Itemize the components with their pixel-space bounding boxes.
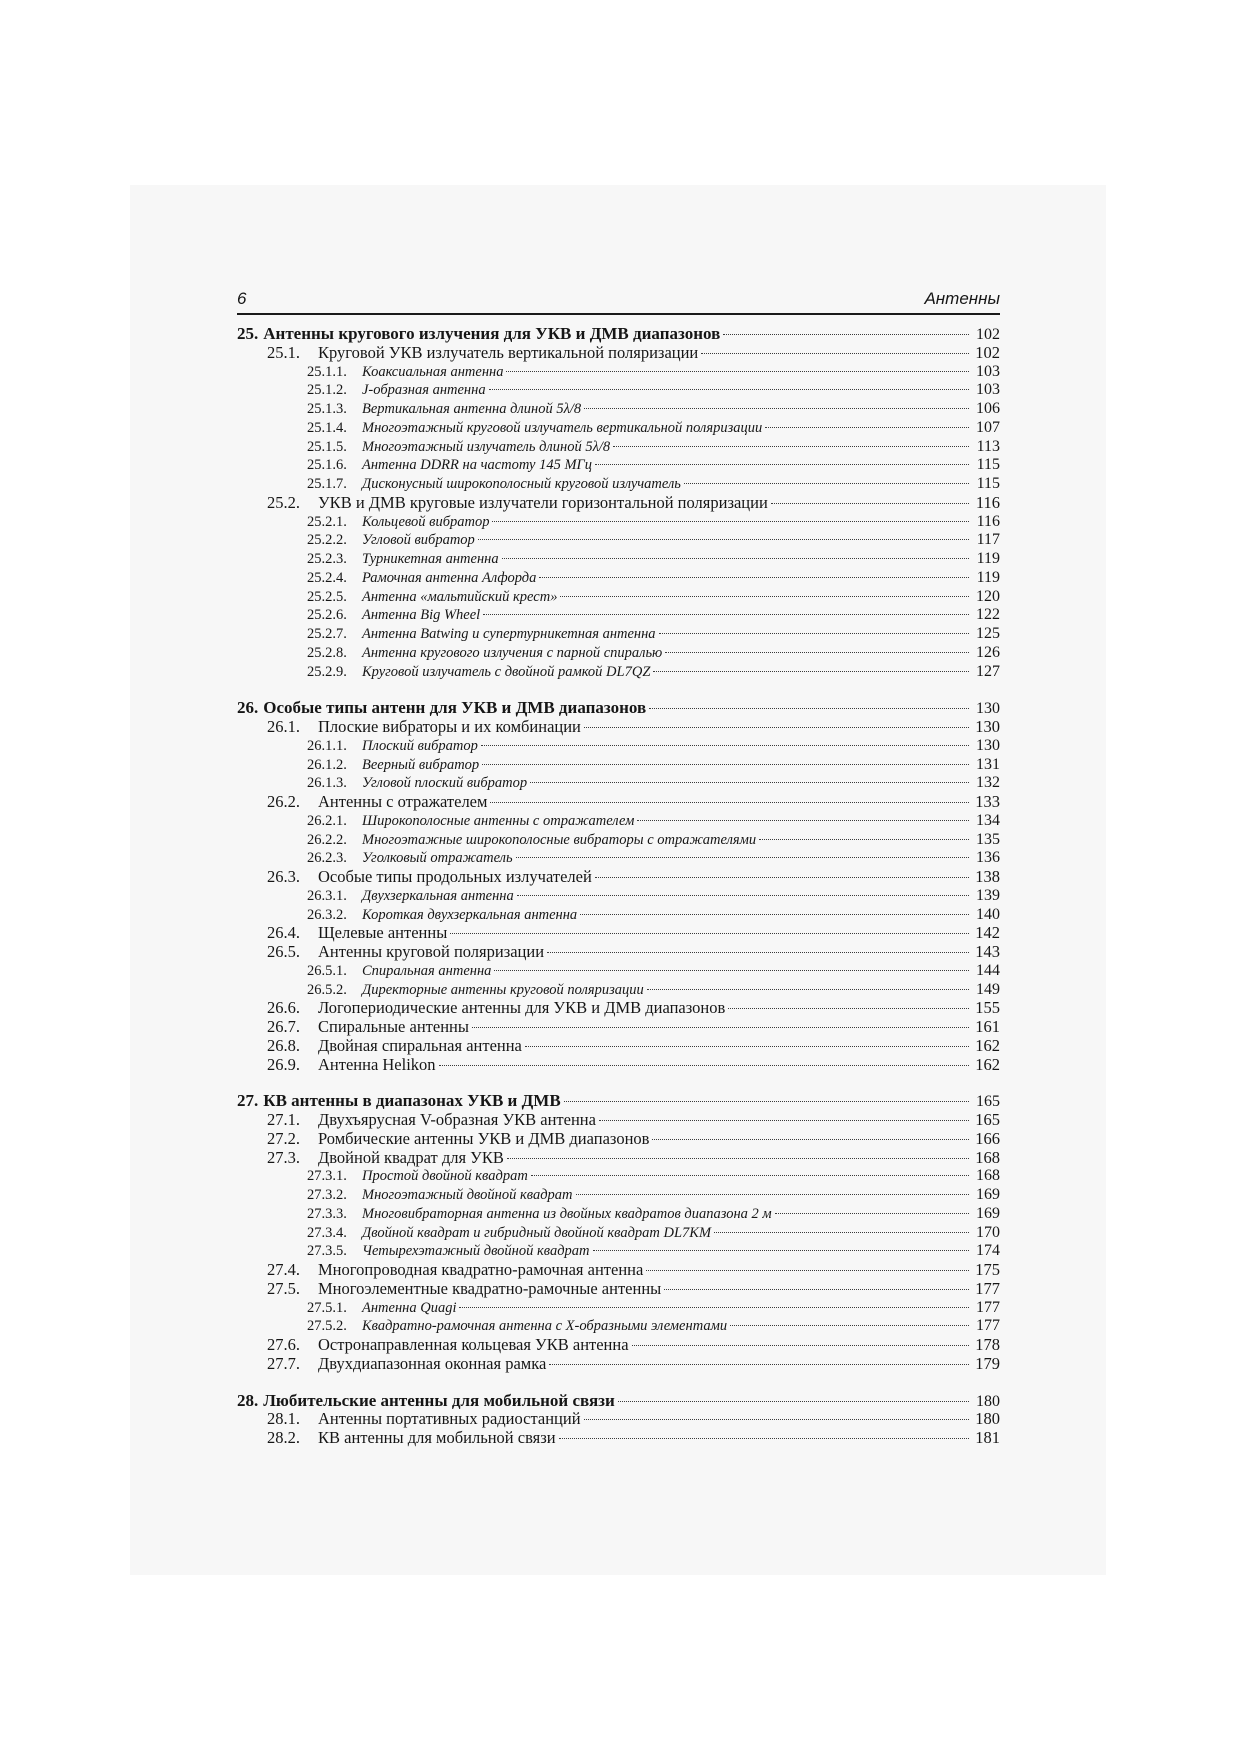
entry-title: Антенны портативных радиостанций xyxy=(318,1409,581,1429)
entry-number: 26.2.2. xyxy=(307,831,347,848)
entry-number: 25.1. xyxy=(267,342,300,362)
entry-page: 166 xyxy=(975,1128,1000,1148)
entry-title: Особые типы антенн для УКВ и ДМВ диапазонов xyxy=(263,698,647,718)
toc-section-entry[interactable] xyxy=(237,793,1000,812)
entry-title: Многоэтажные широкополосные вибраторы с отражателями xyxy=(362,831,757,848)
entry-title: Многоэлементные квадратно-рамочные антенны xyxy=(318,1278,662,1298)
entry-number: 25.2.3. xyxy=(307,551,347,567)
toc-section-entry[interactable] xyxy=(237,1355,1000,1374)
dot-leader xyxy=(637,820,969,821)
entry-page: 106 xyxy=(976,400,1000,417)
entry-title: Короткая двухзеркальная антенна xyxy=(362,906,578,923)
entry-title: Многоэтажный двойной квадрат xyxy=(362,1187,573,1203)
toc-subsection-entry[interactable] xyxy=(237,569,1000,588)
toc-subsection-entry[interactable] xyxy=(237,981,1000,1000)
entry-number: 25.2. xyxy=(267,492,300,512)
dot-leader xyxy=(664,1289,969,1290)
dot-leader xyxy=(765,427,969,428)
entry-title: Антенна кругового излучения с парной спиралью xyxy=(362,644,663,661)
toc-subsection-entry[interactable] xyxy=(237,756,1000,775)
entry-page: 139 xyxy=(976,886,1000,904)
dot-leader xyxy=(489,389,969,390)
entry-number: 25.2.1. xyxy=(307,513,347,530)
toc-subsection-entry[interactable] xyxy=(237,456,1000,475)
entry-number: 25.1.5. xyxy=(307,438,347,455)
entry-number: 26.3.2. xyxy=(307,906,347,923)
entry-page: 165 xyxy=(976,1093,1000,1111)
entry-title: Вертикальная антенна длиной 5λ/8 xyxy=(362,401,582,417)
toc-subsection-entry[interactable] xyxy=(237,962,1000,981)
entry-page: 162 xyxy=(975,1054,1000,1074)
dot-leader xyxy=(771,503,969,504)
entry-page: 130 xyxy=(976,700,1000,718)
entry-page: 177 xyxy=(975,1278,1000,1298)
entry-number: 28.1. xyxy=(267,1409,300,1429)
dot-leader xyxy=(531,1175,969,1176)
dot-leader xyxy=(665,652,969,653)
entry-title: Квадратно-рамочная антенна с Х-образными элементами xyxy=(362,1318,728,1335)
entry-number: 26.9. xyxy=(267,1054,300,1074)
entry-number: 27.5. xyxy=(267,1278,300,1298)
toc-subsection-entry[interactable] xyxy=(237,1186,1000,1205)
toc-section-entry[interactable] xyxy=(237,494,1000,513)
entry-number: 25.1.4. xyxy=(307,419,347,436)
entry-title: Ромбические антенны УКВ и ДМВ диапазонов xyxy=(318,1128,650,1148)
entry-page: 142 xyxy=(975,923,1000,943)
entry-number: 25.1.6. xyxy=(307,457,347,474)
toc-section-entry[interactable] xyxy=(237,718,1000,737)
toc-subsection-entry[interactable] xyxy=(237,774,1000,793)
toc-subsection-entry[interactable] xyxy=(237,513,1000,532)
entry-number: 26.1. xyxy=(267,717,300,736)
dot-leader xyxy=(647,989,969,990)
running-header xyxy=(237,289,1000,315)
entry-number: 27.3.5. xyxy=(307,1243,347,1260)
dot-leader xyxy=(652,1139,969,1140)
entry-page: 168 xyxy=(975,1147,1000,1167)
toc-subsection-entry[interactable] xyxy=(237,550,1000,569)
toc-section-entry[interactable] xyxy=(237,868,1000,887)
entry-title: Антенна Batwing и супертурникетная антенна xyxy=(362,626,656,642)
entry-number: 27.3.1. xyxy=(307,1168,347,1185)
dot-leader xyxy=(560,596,969,597)
entry-page: 144 xyxy=(976,961,1000,979)
book-title: Антенны xyxy=(924,289,1000,308)
entry-number: 26.3.1. xyxy=(307,887,347,904)
entry-title: Спиральная антенна xyxy=(362,962,492,979)
entry-title: Угловой вибратор xyxy=(362,532,475,549)
entry-page: 149 xyxy=(976,980,1000,998)
toc-subsection-entry[interactable] xyxy=(237,363,1000,382)
dot-leader xyxy=(618,1401,969,1402)
toc-section-entry[interactable] xyxy=(237,1410,1000,1429)
entry-number: 26. xyxy=(237,698,259,718)
toc-subsection-entry[interactable] xyxy=(237,438,1000,457)
toc-section-entry[interactable] xyxy=(237,999,1000,1018)
chapter-block xyxy=(237,1392,1000,1448)
entry-number: 26.2. xyxy=(267,792,300,811)
entry-number: 27. xyxy=(237,1091,259,1111)
entry-page: 180 xyxy=(976,1392,1000,1410)
dot-leader xyxy=(483,614,969,615)
dot-leader xyxy=(595,464,969,465)
entry-page: 165 xyxy=(975,1110,1000,1129)
dot-leader xyxy=(459,1307,969,1308)
entry-number: 27.5.1. xyxy=(307,1299,347,1316)
dot-leader xyxy=(584,408,969,409)
dot-leader xyxy=(595,877,969,878)
toc-chapter-entry[interactable] xyxy=(237,699,1000,718)
dot-leader xyxy=(525,1046,969,1047)
dot-leader xyxy=(559,1438,969,1439)
dot-leader xyxy=(517,895,969,896)
entry-number: 25.1.7. xyxy=(307,476,347,492)
dot-leader xyxy=(516,857,969,858)
dot-leader xyxy=(659,633,969,634)
entry-title: Двухзеркальная антенна xyxy=(362,887,514,904)
entry-number: 26.5. xyxy=(267,942,300,961)
entry-number: 28. xyxy=(237,1390,259,1410)
toc-chapter-entry[interactable] xyxy=(237,1092,1000,1111)
entry-title: Многопроводная квадратно-рамочная антенна xyxy=(318,1260,644,1279)
entry-page: 126 xyxy=(976,643,1000,661)
entry-number: 27.1. xyxy=(267,1110,300,1129)
entry-title: Многовибраторная антенна из двойных квадратов диапазона 2 м xyxy=(362,1205,772,1222)
entry-page: 162 xyxy=(975,1035,1000,1055)
toc-section-entry[interactable] xyxy=(237,1149,1000,1168)
entry-page: 169 xyxy=(976,1204,1000,1222)
dot-leader xyxy=(723,334,969,335)
entry-title: КВ антенны для мобильной связи xyxy=(318,1428,556,1447)
dot-leader xyxy=(646,1270,969,1271)
entry-title: Двойная спиральная антенна xyxy=(318,1035,522,1055)
dot-leader xyxy=(502,558,969,559)
entry-number: 27.2. xyxy=(267,1128,300,1148)
entry-page: 179 xyxy=(975,1353,1000,1373)
toc-subsection-entry[interactable] xyxy=(237,1205,1000,1224)
toc-section-entry[interactable] xyxy=(237,1056,1000,1075)
entry-title: Рамочная антенна Алфорда xyxy=(362,569,537,586)
entry-title: Дисконусный широкополосный круговой излучатель xyxy=(362,476,681,492)
chapter-block xyxy=(237,699,1000,1074)
chapter-block xyxy=(237,1092,1000,1373)
entry-number: 27.3.4. xyxy=(307,1224,347,1241)
entry-number: 26.8. xyxy=(267,1035,300,1055)
chapter-block xyxy=(237,325,1000,681)
entry-title: Антенны кругового излучения для УКВ и ДМВ диапазонов xyxy=(263,324,721,343)
entry-title: Щелевые антенны xyxy=(318,923,448,943)
entry-title: Уголковый отражатель xyxy=(362,850,513,867)
dot-leader xyxy=(530,782,969,783)
entry-title: КВ антенны в диапазонах УКВ и ДМВ xyxy=(263,1091,561,1111)
entry-page: 102 xyxy=(976,326,1000,343)
entry-number: 25.2.6. xyxy=(307,607,347,624)
dot-leader xyxy=(714,1232,969,1233)
toc-section-entry[interactable] xyxy=(237,1429,1000,1448)
entry-page: 127 xyxy=(976,662,1000,680)
entry-number: 27.3.2. xyxy=(307,1187,347,1203)
entry-page: 161 xyxy=(975,1017,1000,1036)
entry-title: Турникетная антенна xyxy=(362,551,499,567)
entry-title: Антенна «мальтийский крест» xyxy=(362,588,558,605)
toc-section-entry[interactable] xyxy=(237,1037,1000,1056)
toc-subsection-entry[interactable] xyxy=(237,475,1000,494)
dot-leader xyxy=(599,1120,969,1121)
dot-leader xyxy=(684,483,969,484)
dot-leader xyxy=(584,1419,969,1420)
entry-page: 102 xyxy=(975,342,1000,362)
toc-chapter-entry[interactable] xyxy=(237,1392,1000,1411)
entry-number: 25.1.2. xyxy=(307,382,347,399)
dot-leader xyxy=(576,1194,969,1195)
entry-title: Круговой излучатель с двойной рамкой DL7QZ xyxy=(362,663,651,680)
entry-number: 26.4. xyxy=(267,923,300,943)
entry-number: 25. xyxy=(237,324,259,343)
entry-page: 143 xyxy=(975,942,1000,961)
entry-title: Любительские антенны для мобильной связи xyxy=(263,1390,615,1410)
entry-page: 133 xyxy=(975,792,1000,811)
page-number: 6 xyxy=(237,289,247,308)
entry-page: 131 xyxy=(976,755,1000,773)
toc-subsection-entry[interactable] xyxy=(237,588,1000,607)
dot-leader xyxy=(539,577,969,578)
toc-section-entry[interactable] xyxy=(237,1261,1000,1280)
entry-page: 177 xyxy=(976,1317,1000,1335)
entry-title: J-образная антенна xyxy=(362,382,486,399)
entry-title: Простой двойной квадрат xyxy=(362,1168,528,1185)
entry-title: Двойной квадрат и гибридный двойной квадрат DL7KM xyxy=(362,1224,712,1241)
entry-page: 122 xyxy=(976,606,1000,624)
entry-page: 155 xyxy=(975,998,1000,1018)
dot-leader xyxy=(653,671,969,672)
dot-leader xyxy=(472,1027,969,1028)
entry-title: Двухдиапазонная оконная рамка xyxy=(318,1353,547,1373)
dot-leader xyxy=(649,708,969,709)
entry-page: 117 xyxy=(976,531,1000,549)
entry-title: Антенна DDRR на частоту 145 МГц xyxy=(362,457,593,474)
entry-number: 26.3. xyxy=(267,867,300,886)
entry-title: Антенна Big Wheel xyxy=(362,607,481,624)
entry-title: Двухъярусная V-образная УКВ антенна xyxy=(318,1110,596,1129)
entry-page: 140 xyxy=(976,905,1000,923)
entry-number: 27.3. xyxy=(267,1147,300,1167)
toc-subsection-entry[interactable] xyxy=(237,849,1000,868)
entry-title: Коаксиальная антенна xyxy=(362,363,504,380)
toc-subsection-entry[interactable] xyxy=(237,1242,1000,1261)
toc-subsection-entry[interactable] xyxy=(237,737,1000,756)
dot-leader xyxy=(632,1345,969,1346)
entry-number: 25.1.3. xyxy=(307,401,347,417)
entry-number: 26.1.3. xyxy=(307,775,347,792)
toc-subsection-entry[interactable] xyxy=(237,381,1000,400)
dot-leader xyxy=(547,952,969,953)
dot-leader xyxy=(481,745,969,746)
entry-title: Особые типы продольных излучателей xyxy=(318,867,592,886)
entry-page: 130 xyxy=(975,717,1000,736)
dot-leader xyxy=(482,764,969,765)
dot-leader xyxy=(490,802,969,803)
toc-subsection-entry[interactable] xyxy=(237,887,1000,906)
entry-number: 25.2.9. xyxy=(307,663,347,680)
toc-chapter-entry[interactable] xyxy=(237,325,1000,344)
toc-subsection-entry[interactable] xyxy=(237,606,1000,625)
entry-title: Антенна Helikon xyxy=(318,1054,436,1074)
entry-number: 26.1.2. xyxy=(307,756,347,773)
entry-title: Антенны круговой поляризации xyxy=(318,942,545,961)
entry-page: 125 xyxy=(976,625,1000,642)
entry-page: 103 xyxy=(976,362,1000,380)
dot-leader xyxy=(494,970,969,971)
dot-leader xyxy=(439,1065,969,1066)
entry-page: 119 xyxy=(976,550,1000,567)
toc-section-entry[interactable] xyxy=(237,943,1000,962)
entry-page: 103 xyxy=(976,381,1000,399)
dot-leader xyxy=(564,1101,969,1102)
toc-subsection-entry[interactable] xyxy=(237,419,1000,438)
entry-number: 26.1.1. xyxy=(307,737,347,754)
entry-page: 168 xyxy=(976,1167,1000,1185)
toc-section-entry[interactable] xyxy=(237,1018,1000,1037)
entry-number: 26.5.1. xyxy=(307,962,347,979)
dot-leader xyxy=(450,933,969,934)
entry-number: 26.5.2. xyxy=(307,981,347,998)
entry-page: 174 xyxy=(976,1242,1000,1260)
entry-title: Широкополосные антенны с отражателем xyxy=(362,812,635,829)
entry-title: Кольцевой вибратор xyxy=(362,513,490,530)
entry-title: Спиральные антенны xyxy=(318,1017,469,1036)
dot-leader xyxy=(584,727,969,728)
entry-number: 25.2.4. xyxy=(307,569,347,586)
entry-page: 130 xyxy=(976,736,1000,754)
entry-title: Логопериодические антенны для УКВ и ДМВ диапазонов xyxy=(318,998,726,1018)
entry-page: 138 xyxy=(975,867,1000,886)
dot-leader xyxy=(701,353,969,354)
toc-subsection-entry[interactable] xyxy=(237,1167,1000,1186)
dot-leader xyxy=(478,539,969,540)
dot-leader xyxy=(580,914,969,915)
dot-leader xyxy=(549,1364,969,1365)
table-of-contents xyxy=(237,325,1000,1448)
toc-section-entry[interactable] xyxy=(237,1336,1000,1355)
entry-title: Антенны с отражателем xyxy=(318,792,488,811)
entry-number: 28.2. xyxy=(267,1428,300,1447)
toc-subsection-entry[interactable] xyxy=(237,663,1000,682)
toc-section-entry[interactable] xyxy=(237,1111,1000,1130)
entry-title: Многоэтажный круговой излучатель вертикальной поляризации xyxy=(362,419,763,436)
entry-number: 25.2.5. xyxy=(307,588,347,605)
entry-page: 113 xyxy=(976,437,1000,455)
toc-subsection-entry[interactable] xyxy=(237,625,1000,644)
entry-title: Четырехэтажный двойной квадрат xyxy=(362,1243,590,1260)
toc-subsection-entry[interactable] xyxy=(237,400,1000,419)
entry-number: 27.6. xyxy=(267,1335,300,1354)
entry-title: Круговой УКВ излучатель вертикальной поляризации xyxy=(318,342,699,362)
dot-leader xyxy=(593,1250,969,1251)
entry-page: 120 xyxy=(976,587,1000,605)
entry-page: 177 xyxy=(976,1298,1000,1316)
dot-leader xyxy=(492,521,969,522)
entry-title: Угловой плоский вибратор xyxy=(362,775,528,792)
entry-page: 181 xyxy=(975,1428,1000,1447)
entry-page: 119 xyxy=(976,568,1000,586)
entry-title: УКВ и ДМВ круговые излучатели горизонтальной поляризации xyxy=(318,492,768,512)
entry-title: Многоэтажный излучатель длиной 5λ/8 xyxy=(362,438,611,455)
toc-subsection-entry[interactable] xyxy=(237,812,1000,831)
entry-number: 25.2.8. xyxy=(307,644,347,661)
entry-page: 116 xyxy=(976,512,1000,530)
entry-number: 26.7. xyxy=(267,1017,300,1036)
toc-subsection-entry[interactable] xyxy=(237,831,1000,850)
dot-leader xyxy=(730,1325,969,1326)
entry-title: Остронаправленная кольцевая УКВ антенна xyxy=(318,1335,629,1354)
entry-page: 115 xyxy=(976,475,1000,492)
entry-page: 115 xyxy=(976,456,1000,474)
toc-section-entry[interactable] xyxy=(237,1130,1000,1149)
entry-page: 178 xyxy=(975,1335,1000,1354)
toc-page xyxy=(237,289,1000,1466)
toc-subsection-entry[interactable] xyxy=(237,531,1000,550)
entry-page: 135 xyxy=(976,830,1000,848)
entry-title: Двойной квадрат для УКВ xyxy=(318,1147,504,1167)
entry-page: 169 xyxy=(976,1186,1000,1203)
entry-number: 26.2.3. xyxy=(307,850,347,867)
entry-page: 175 xyxy=(975,1260,1000,1279)
entry-number: 27.4. xyxy=(267,1260,300,1279)
entry-page: 170 xyxy=(976,1223,1000,1241)
toc-subsection-entry[interactable] xyxy=(237,1299,1000,1318)
toc-subsection-entry[interactable] xyxy=(237,1317,1000,1336)
toc-section-entry[interactable] xyxy=(237,1280,1000,1299)
entry-number: 27.5.2. xyxy=(307,1318,347,1335)
dot-leader xyxy=(613,446,969,447)
toc-subsection-entry[interactable] xyxy=(237,906,1000,925)
dot-leader xyxy=(759,839,969,840)
entry-number: 25.2.7. xyxy=(307,626,347,642)
dot-leader xyxy=(775,1213,969,1214)
dot-leader xyxy=(507,1158,969,1159)
entry-title: Веерный вибратор xyxy=(362,756,480,773)
dot-leader xyxy=(728,1008,969,1009)
entry-number: 25.2.2. xyxy=(307,532,347,549)
entry-page: 180 xyxy=(975,1409,1000,1429)
entry-page: 136 xyxy=(976,849,1000,867)
entry-page: 107 xyxy=(976,418,1000,436)
entry-number: 27.7. xyxy=(267,1353,300,1373)
toc-subsection-entry[interactable] xyxy=(237,1224,1000,1243)
entry-number: 25.1.1. xyxy=(307,363,347,380)
entry-title: Плоские вибраторы и их комбинации xyxy=(318,717,581,736)
entry-title: Антенна Quagi xyxy=(362,1299,457,1316)
entry-page: 132 xyxy=(976,774,1000,792)
entry-number: 27.3.3. xyxy=(307,1205,347,1222)
entry-page: 116 xyxy=(975,492,1000,512)
entry-title: Директорные антенны круговой поляризации xyxy=(362,981,644,998)
toc-section-entry[interactable] xyxy=(237,924,1000,943)
toc-subsection-entry[interactable] xyxy=(237,644,1000,663)
dot-leader xyxy=(506,371,969,372)
entry-number: 26.2.1. xyxy=(307,812,347,829)
entry-page: 134 xyxy=(976,811,1000,829)
entry-number: 26.6. xyxy=(267,998,300,1018)
entry-title: Плоский вибратор xyxy=(362,737,478,754)
toc-section-entry[interactable] xyxy=(237,344,1000,363)
